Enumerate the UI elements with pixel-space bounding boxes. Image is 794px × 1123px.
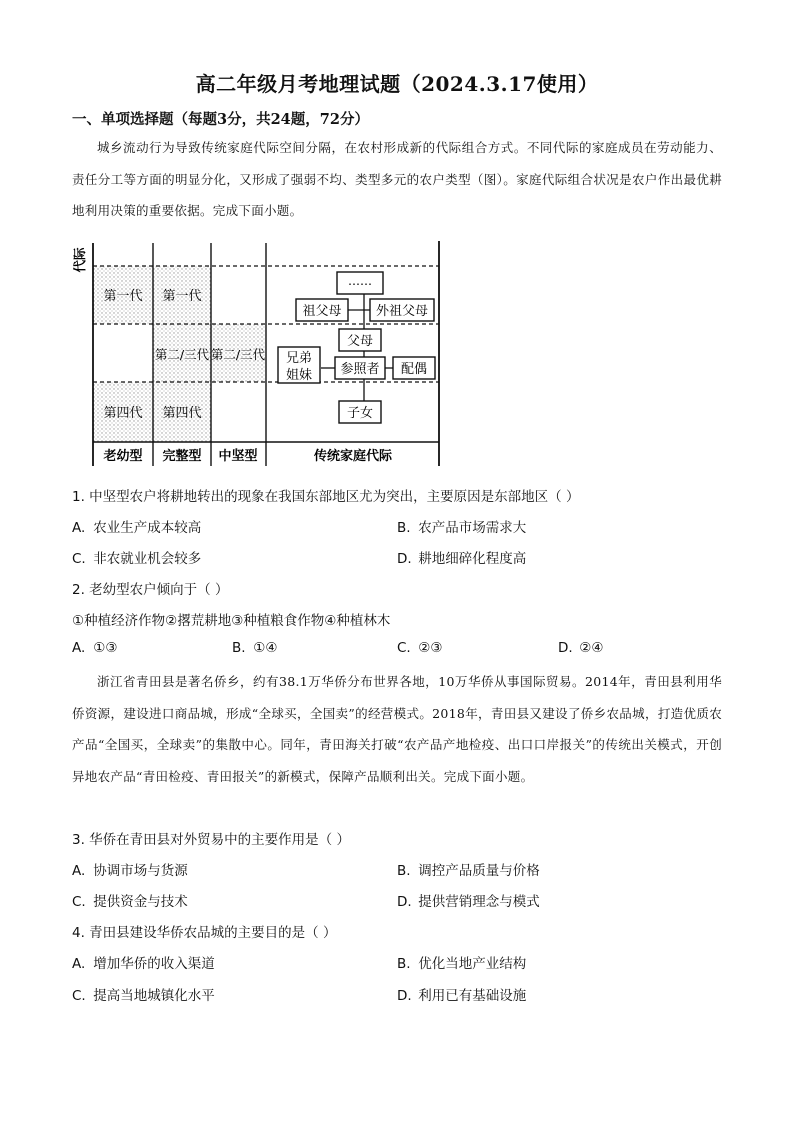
section-heading: 一、单项选择题（每题3分，共24题，72分） [72, 111, 369, 128]
option-text: ①③ [93, 640, 118, 656]
option-text: 协调市场与货源 [93, 863, 188, 879]
option-key: C. [72, 988, 86, 1004]
option-key: D. [397, 894, 412, 910]
tree-node-spouse-label: 配偶 [400, 362, 428, 377]
question-3-option-a[interactable] [72, 859, 188, 879]
tree-node-children-label: 子女 [346, 406, 374, 421]
y-axis-label: 代际 [73, 247, 87, 273]
family-generation-figure [73, 240, 445, 474]
option-key: B. [397, 520, 411, 536]
page-title: 高二年级月考地理试题（2024.3.17使用） [195, 72, 599, 96]
option-text: ②③ [418, 640, 443, 656]
question-3-stem: 3. 华侨在青田县对外贸易中的主要作用是（ ） [72, 832, 350, 848]
passage-1: 城乡流动行为导致传统家庭代际空间分隔，在农村形成新的代际组合方式。不同代际的家庭成员在劳动能力、责任分工等方面的明显分化，又形成了强弱不均、类型多元的农户类型（图）。家庭代际组合状况是农户作出最优耕地利用决策的重要依据。完成下面小题。 [72, 140, 722, 218]
tree-node-grandparents-label: 祖父母 [302, 304, 342, 319]
option-key: A. [72, 956, 86, 972]
cell-label-r2c2: 第二/三代 [154, 347, 210, 362]
option-text: 农业生产成本较高 [93, 520, 202, 536]
tree-node-reference-label: 参照者 [340, 362, 380, 377]
option-key: D. [558, 640, 573, 656]
question-2-option-d[interactable] [558, 640, 604, 656]
option-text: 增加华侨的收入渠道 [93, 956, 215, 972]
question-4-option-d[interactable] [397, 984, 526, 1004]
option-text: 非农就业机会较多 [93, 551, 202, 567]
option-text: ②④ [579, 640, 604, 656]
option-key: B. [232, 640, 246, 656]
question-1-option-c[interactable] [72, 547, 201, 567]
family-tree [278, 272, 435, 423]
option-text: 调控产品质量与价格 [418, 863, 540, 879]
option-text: ①④ [253, 640, 278, 656]
tree-node-siblings-label-1: 兄弟 [285, 351, 313, 366]
question-4-option-b[interactable] [397, 952, 526, 972]
tree-node-parents-label: 父母 [346, 334, 374, 349]
option-key: C. [72, 894, 86, 910]
question-2-option-b[interactable] [232, 640, 278, 656]
question-1-stem: 1. 中坚型农户将耕地转出的现象在我国东部地区尤为突出，主要原因是东部地区（ ） [72, 489, 580, 505]
cell-label-r2c3: 第二/三代 [210, 347, 266, 362]
option-key: A. [72, 520, 86, 536]
question-3-option-c[interactable] [72, 890, 188, 910]
question-1-option-a[interactable] [72, 516, 201, 536]
cell-label-r1c2: 第一代 [162, 289, 202, 304]
cell-label-r1c1: 第一代 [103, 289, 143, 304]
category-label-traditional: 传统家庭代际 [313, 449, 393, 464]
option-text: 农产品市场需求大 [418, 520, 527, 536]
option-key: D. [397, 551, 412, 567]
tree-node-siblings-label-2: 姐妹 [285, 368, 313, 383]
passage-2: 浙江省青田县是著名侨乡，约有38.1万华侨分布世界各地，10万华侨从事国际贸易。2014年，青田县利用华侨资源，建设进口商品城，形成“全球买，全国卖”的经营模式。2018年，青田县又建设了侨乡农品城，打造优质农产品“全国买，全球卖”的集散中心。同年，青田海关打破“农产品产地检疫、出口口岸报关”的传统出关模式，开创异地农产品“青田检疫、青田报关”的新模式，保障产品顺利出关。完成下面小题。 [72, 674, 722, 784]
option-key: A. [72, 640, 86, 656]
tree-node-ancestors-label: …… [348, 274, 372, 288]
option-key: B. [397, 956, 411, 972]
question-4-option-a[interactable] [72, 952, 215, 972]
cell-label-r3c1: 第四代 [103, 406, 143, 421]
option-key: A. [72, 863, 86, 879]
question-2-option-c[interactable] [397, 640, 443, 656]
option-key: C. [397, 640, 411, 656]
question-4-stem: 4. 青田县建设华侨农品城的主要目的是（ ） [72, 925, 337, 941]
option-text: 优化当地产业结构 [418, 956, 527, 972]
category-label-core: 中坚型 [218, 449, 258, 464]
figure-svg [73, 240, 445, 470]
option-text: 利用已有基础设施 [418, 988, 527, 1004]
question-1-option-d[interactable] [397, 547, 526, 567]
option-text: 提供营销理念与模式 [418, 894, 540, 910]
question-2-stem: 2. 老幼型农户倾向于（ ） [72, 582, 229, 598]
question-2-option-a[interactable] [72, 640, 118, 656]
question-3-option-b[interactable] [397, 859, 540, 879]
option-text: 耕地细碎化程度高 [418, 551, 527, 567]
category-label-complete: 完整型 [162, 449, 202, 464]
question-3-option-d[interactable] [397, 890, 540, 910]
question-2-items: ①种植经济作物②撂荒耕地③种植粮食作物④种植林木 [72, 613, 391, 629]
question-4-option-c[interactable] [72, 984, 215, 1004]
option-text: 提高当地城镇化水平 [93, 988, 215, 1004]
category-label-old-young: 老幼型 [103, 449, 143, 464]
cell-label-r3c2: 第四代 [162, 406, 202, 421]
option-key: D. [397, 988, 412, 1004]
tree-node-maternal-grandparents-label: 外祖父母 [375, 304, 429, 319]
question-1-option-b[interactable] [397, 516, 526, 536]
option-key: B. [397, 863, 411, 879]
option-key: C. [72, 551, 86, 567]
option-text: 提供资金与技术 [93, 894, 188, 910]
